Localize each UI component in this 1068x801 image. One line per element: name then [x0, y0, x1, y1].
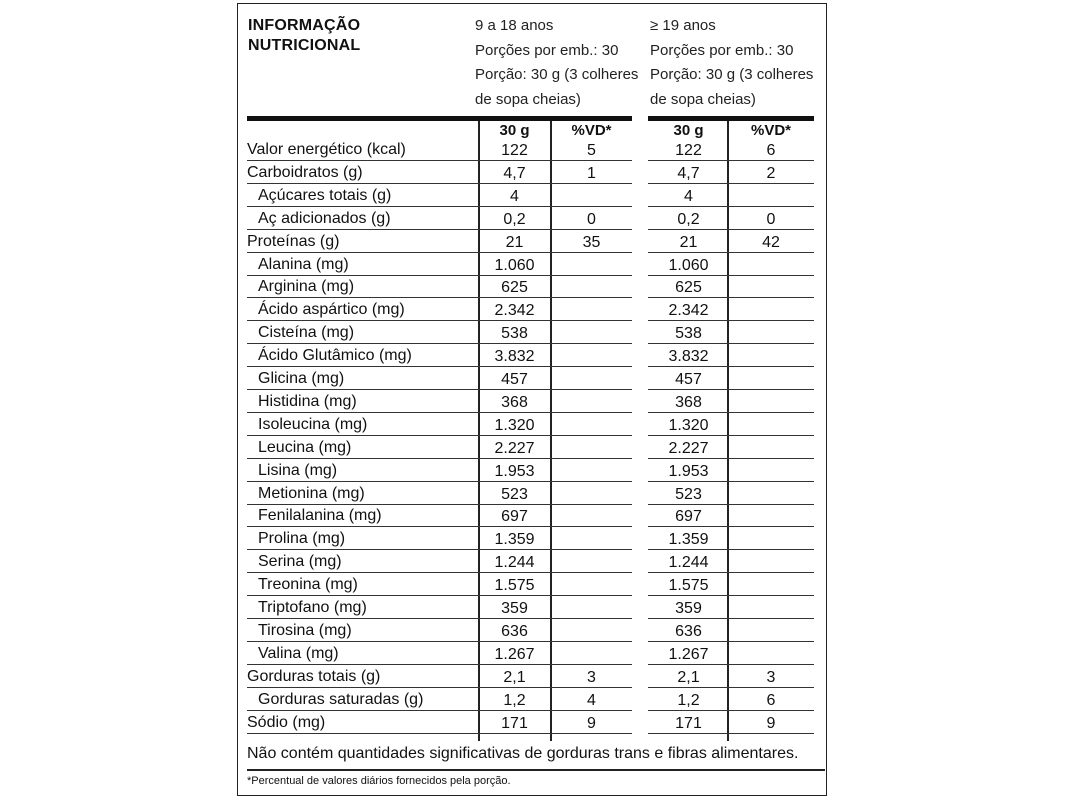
group-1-line-3: Porção: 30 g (3 colheres	[475, 66, 639, 83]
nutrient-name: Leucina (mg)	[258, 438, 352, 456]
table-row	[238, 344, 828, 367]
table-row	[238, 642, 828, 665]
amount-19-plus: 4,7	[677, 164, 700, 182]
nutrient-name: Triptofano (mg)	[258, 599, 367, 616]
amount-19-plus: 625	[675, 279, 702, 297]
col-vd-header-1: %VD*	[571, 122, 612, 139]
amount-19-plus: 0,2	[677, 210, 700, 228]
nutrient-name: Glicina (mg)	[258, 370, 345, 387]
amount-19-plus: 1.060	[668, 256, 709, 274]
table-row	[238, 482, 828, 505]
amount-19-plus: 1.575	[668, 577, 709, 595]
nutrient-name: Açúcares totais (g)	[258, 186, 392, 204]
nutrient-name: Valor energético (kcal)	[247, 141, 406, 158]
amount-19-plus: 4	[684, 187, 693, 205]
vd-19-plus: 0	[766, 210, 776, 228]
table-row	[238, 367, 828, 390]
vd-9-18: 0	[587, 210, 596, 228]
nutrient-name: Gorduras totais (g)	[247, 667, 381, 685]
amount-9-18: 368	[501, 393, 528, 411]
amount-9-18: 1.953	[494, 462, 535, 480]
amount-9-18: 0,2	[503, 210, 526, 228]
nutrient-name: Sódio (mg)	[247, 713, 326, 731]
amount-19-plus: 3.832	[668, 348, 709, 366]
amount-19-plus: 2,1	[677, 668, 700, 686]
table-row	[238, 504, 828, 527]
row-rule-right	[648, 733, 814, 734]
nutrient-name: Treonina (mg)	[258, 576, 358, 594]
vd-19-plus: 9	[766, 714, 776, 732]
amount-9-18: 4	[510, 187, 519, 205]
table-row	[238, 550, 828, 573]
table-row	[238, 459, 828, 482]
table-row	[238, 161, 828, 184]
vd-19-plus: 6	[766, 691, 776, 709]
table-row	[238, 527, 828, 550]
table-row	[238, 321, 828, 344]
amount-9-18: 697	[501, 508, 528, 526]
vd-19-plus: 6	[766, 142, 776, 159]
amount-9-18: 1.359	[494, 531, 535, 549]
col-amount-header-1: 30 g	[499, 122, 530, 139]
note-rule	[247, 769, 825, 771]
nutrient-name: Cisteína (mg)	[258, 324, 355, 342]
amount-9-18: 1.060	[494, 256, 535, 274]
amount-19-plus: 697	[675, 508, 702, 526]
table-row	[238, 253, 828, 276]
group-2-line-3: Porção: 30 g (3 colheres	[650, 66, 814, 83]
amount-19-plus: 171	[675, 714, 702, 732]
amount-9-18: 538	[501, 325, 528, 343]
col-vd-header-2: %VD*	[750, 122, 791, 139]
nutrient-name: Lisina (mg)	[258, 461, 338, 479]
group-1-line-1: 9 a 18 anos	[475, 17, 554, 34]
nutrition-label	[237, 3, 827, 796]
nutrient-name: Aç adicionados (g)	[258, 209, 391, 227]
footnote: *Percentual de valores diários fornecidos pela porção.	[247, 775, 511, 787]
nutrient-name: Serina (mg)	[258, 553, 342, 571]
nutrient-name: Valina (mg)	[258, 644, 339, 662]
amount-19-plus: 636	[675, 622, 702, 640]
nutrient-name: Fenilalanina (mg)	[258, 507, 382, 525]
col-amount-header-2: 30 g	[673, 122, 704, 139]
table-row	[238, 275, 828, 298]
amount-9-18: 625	[501, 279, 528, 297]
table-row	[238, 138, 828, 161]
table-row	[238, 619, 828, 642]
vd-19-plus: 3	[766, 668, 776, 686]
vd-19-plus: 42	[762, 233, 780, 251]
amount-9-18: 1.267	[494, 645, 535, 663]
nutrient-name: Carboidratos (g)	[247, 163, 363, 181]
vd-9-18: 35	[582, 233, 601, 251]
group-9-18-header	[475, 14, 638, 112]
amount-9-18: 2.342	[494, 302, 535, 320]
table-row	[238, 207, 828, 230]
amount-19-plus: 1,2	[677, 691, 700, 709]
amount-9-18: 1.244	[494, 554, 535, 572]
group-2-line-2: Porções por emb.: 30	[650, 41, 794, 59]
vd-9-18: 9	[587, 714, 596, 732]
vd-9-18: 5	[587, 142, 596, 159]
nutrient-name: Tirosina (mg)	[258, 621, 352, 639]
nutrient-name: Proteínas (g)	[247, 232, 340, 250]
vd-9-18: 3	[587, 668, 596, 686]
group-1-line-4: de sopa cheias)	[475, 90, 581, 108]
nutrient-name: Histidina (mg)	[258, 392, 357, 410]
amount-19-plus: 538	[675, 325, 702, 343]
amount-9-18: 1,2	[503, 691, 526, 709]
group-1-line-2: Porções por emb.: 30	[475, 41, 619, 59]
amount-9-18: 457	[501, 371, 528, 388]
group-2-line-4: de sopa cheias)	[650, 90, 756, 108]
table-row	[238, 413, 828, 436]
amount-19-plus: 122	[675, 142, 702, 159]
amount-9-18: 1.575	[494, 577, 535, 595]
amount-19-plus: 1.953	[668, 462, 709, 480]
amount-19-plus: 1.359	[668, 531, 709, 549]
table-row	[238, 688, 828, 711]
amount-19-plus: 2.227	[668, 439, 709, 457]
table-row	[238, 184, 828, 207]
amount-9-18: 21	[505, 233, 524, 251]
group-19-plus-header	[650, 14, 813, 112]
vd-9-18: 1	[587, 164, 596, 182]
table-row	[238, 230, 828, 253]
amount-9-18: 359	[501, 600, 528, 617]
nutrient-name: Isoleucina (mg)	[258, 415, 368, 433]
table-row	[238, 390, 828, 413]
amount-19-plus: 457	[675, 371, 702, 388]
title-line-1: INFORMAÇÃO	[248, 17, 361, 34]
amount-9-18: 636	[501, 622, 528, 640]
nutrient-name: Arginina (mg)	[258, 278, 355, 296]
amount-19-plus: 1.244	[668, 554, 709, 572]
vd-19-plus: 2	[766, 164, 776, 182]
amount-19-plus: 523	[675, 485, 702, 503]
amount-9-18: 2.227	[494, 439, 535, 457]
vd-9-18: 4	[587, 691, 596, 709]
amount-19-plus: 21	[679, 233, 698, 251]
table-row	[238, 573, 828, 596]
amount-19-plus: 1.320	[668, 416, 709, 434]
table-row	[238, 298, 828, 321]
amount-19-plus: 368	[675, 393, 702, 411]
nutrient-name: Ácido Glutâmico (mg)	[258, 347, 412, 365]
nutrient-name: Metionina (mg)	[258, 484, 365, 502]
header-rule-left	[247, 116, 632, 121]
nutrient-name: Ácido aspártico (mg)	[258, 301, 405, 319]
nutrient-name: Alanina (mg)	[258, 255, 349, 273]
amount-19-plus: 1.267	[668, 645, 709, 663]
label-title	[248, 16, 360, 56]
amount-9-18: 171	[501, 714, 528, 732]
header-rule-right	[648, 116, 814, 121]
nutrient-name: Prolina (mg)	[258, 530, 346, 548]
amount-9-18: 1.320	[494, 416, 535, 434]
row-rule-left	[247, 733, 632, 734]
table-row	[238, 596, 828, 619]
table-row	[238, 436, 828, 459]
table-row	[238, 665, 828, 688]
amount-9-18: 2,1	[503, 668, 526, 686]
trans-fat-note: Não contém quantidades significativas de gorduras trans e fibras alimentares.	[247, 745, 799, 762]
amount-9-18: 4,7	[503, 164, 526, 182]
amount-9-18: 122	[501, 142, 528, 159]
amount-9-18: 3.832	[494, 348, 535, 366]
table-row	[238, 711, 828, 734]
group-2-line-1: ≥ 19 anos	[650, 17, 716, 34]
amount-19-plus: 359	[675, 600, 702, 617]
title-line-2: NUTRICIONAL	[248, 37, 361, 54]
nutrient-name: Gorduras saturadas (g)	[258, 690, 424, 708]
amount-9-18: 523	[501, 485, 528, 503]
amount-19-plus: 2.342	[668, 302, 709, 320]
